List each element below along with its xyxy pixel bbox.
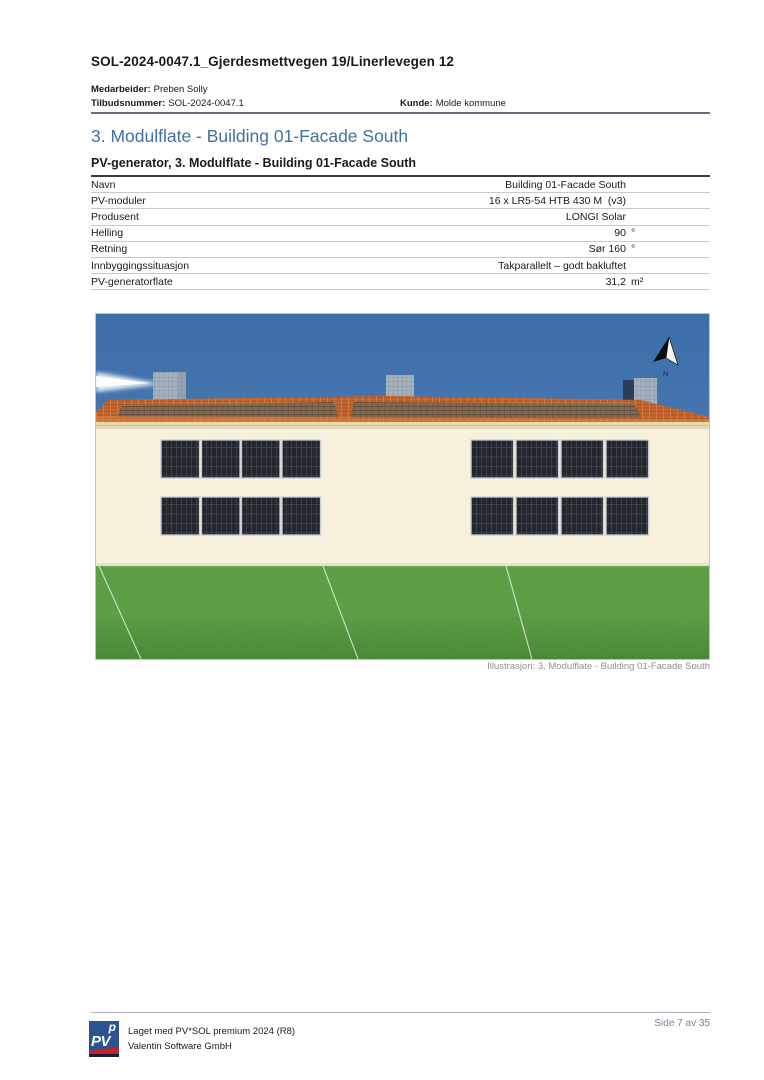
header-divider bbox=[91, 112, 710, 114]
table-row bbox=[91, 242, 710, 258]
kunde-value: Molde kommune bbox=[435, 98, 506, 109]
table-row bbox=[91, 209, 710, 225]
row-label: PV-moduler bbox=[91, 194, 146, 207]
row-label: Helling bbox=[91, 227, 124, 240]
row-label: PV-generatorflate bbox=[91, 275, 173, 288]
logo-navy-band bbox=[89, 1054, 119, 1057]
tilbudsnummer-value: SOL-2024-0047.1 bbox=[168, 98, 244, 109]
row-unit: m² bbox=[631, 275, 644, 288]
medarbeider-label: Medarbeider: bbox=[91, 84, 151, 95]
table-row bbox=[91, 193, 710, 209]
row-label: Navn bbox=[91, 178, 116, 191]
row-value: Takparallelt – godt bakluftet bbox=[498, 259, 626, 272]
row-label: Retning bbox=[91, 243, 128, 256]
table-row bbox=[91, 177, 710, 193]
page-indicator: Side 7 av 35 bbox=[654, 1018, 710, 1029]
row-value: 16 x LR5-54 HTB 430 M (v3) bbox=[488, 194, 626, 207]
kunde-label: Kunde: bbox=[400, 98, 433, 109]
svg-text:N: N bbox=[663, 371, 669, 378]
meta-kunde bbox=[400, 98, 506, 109]
row-value: 31,2 bbox=[605, 275, 626, 288]
meta-medarbeider bbox=[91, 84, 710, 95]
logo-pv-letters: PV bbox=[91, 1033, 111, 1050]
table-row bbox=[91, 226, 710, 242]
table-row bbox=[91, 274, 710, 290]
3d-illustration bbox=[95, 313, 710, 660]
medarbeider-value: Preben Solly bbox=[153, 84, 208, 95]
row-value: LONGI Solar bbox=[565, 210, 626, 223]
row-unit: ° bbox=[631, 227, 636, 240]
table-row bbox=[91, 258, 710, 274]
logo-sup-letter: p bbox=[108, 1021, 116, 1034]
roof bbox=[96, 396, 709, 426]
tilbudsnummer-label: Tilbudsnummer: bbox=[91, 98, 166, 109]
footer-made-with: Laget med PV*SOL premium 2024 (R8) bbox=[128, 1026, 296, 1037]
row-value: 90 bbox=[614, 227, 626, 240]
section-heading: 3. Modulflate - Building 01-Facade South bbox=[91, 126, 409, 146]
footer-company: Valentin Software GmbH bbox=[128, 1041, 232, 1052]
row-value: Building 01-Facade South bbox=[505, 178, 626, 191]
roof-pv-array-right bbox=[350, 402, 642, 418]
footer-divider bbox=[91, 1012, 710, 1013]
meta-tilbudsnummer bbox=[91, 98, 710, 109]
row-value: Sør 160 bbox=[588, 243, 626, 256]
pv-generator-table bbox=[91, 175, 710, 290]
row-unit: ° bbox=[631, 243, 636, 256]
illustration-caption: Illustrasjon: 3. Modulflate - Building 01-Facade South bbox=[487, 661, 710, 672]
grass bbox=[96, 566, 709, 659]
document-title: SOL-2024-0047.1_Gjerdesmettvegen 19/Linerlevegen 12 bbox=[91, 54, 455, 69]
row-label: Innbyggingssituasjon bbox=[91, 259, 190, 272]
section-subheading: PV-generator, 3. Modulflate - Building 01-Facade South bbox=[91, 156, 417, 170]
row-label: Produsent bbox=[91, 210, 139, 223]
